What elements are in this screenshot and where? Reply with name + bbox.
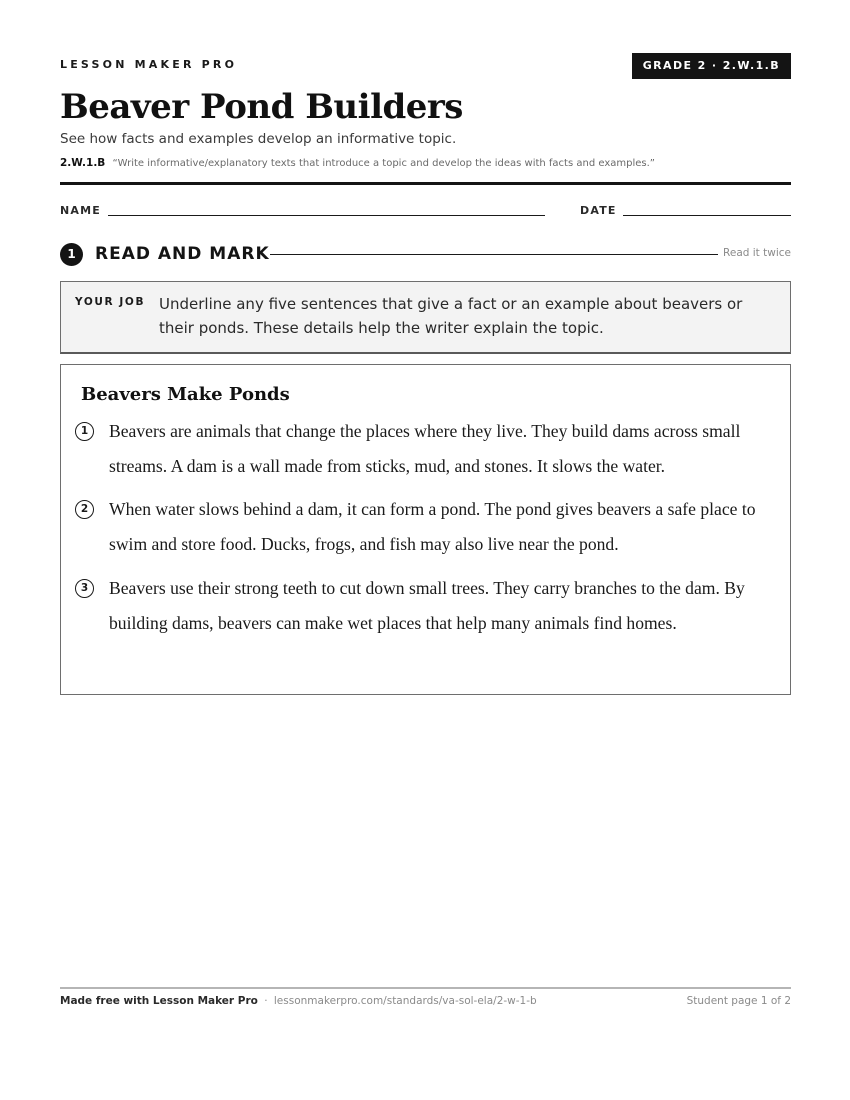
header-divider [60,182,791,185]
paragraph-number-badge: 3 [75,579,94,598]
standard-line [60,157,655,169]
paragraph-text[interactable]: When water slows behind a dam, it can form a pond. The pond gives beavers a safe place to swim and store food. Ducks, frogs, and fish may also live near the pond. [109,499,756,554]
grade-badge: GRADE 2 · 2.W.1.B [632,53,791,79]
paragraph-text[interactable]: Beavers are animals that change the places where they live. They build dams across small streams. A dam is a wall made from sticks, mud, and stones. It slows the water. [109,421,741,476]
section-number-badge: 1 [60,243,83,266]
footer-brand: Made free with Lesson Maker Pro [60,995,258,1007]
worksheet-page [60,0,791,1100]
page-indicator: Student page 1 of 2 [686,995,791,1007]
passage-title: Beavers Make Ponds [81,384,290,405]
name-field[interactable] [108,215,545,216]
paragraph-number-badge: 1 [75,422,94,441]
passage-box [60,364,791,695]
section-title: READ AND MARK [95,244,270,264]
standard-text: “Write informative/explanatory texts that introduce a topic and develop the ideas with facts and examples.” [112,158,655,169]
footer-divider [60,987,791,989]
footer-url[interactable]: lessonmakerpro.com/standards/va-sol-ela/2-w-1-b [273,995,537,1007]
page-subtitle: See how facts and examples develop an informative topic. [60,131,457,147]
paragraph-text[interactable]: Beavers use their strong teeth to cut down small trees. They carry branches to the dam. By building dams, beavers can make wet places that help many animals find homes. [109,578,745,633]
paragraph-number-badge: 2 [75,500,94,519]
brand-name: LESSON MAKER PRO [60,58,238,71]
footer-credit [60,995,537,1007]
footer-separator: · [264,995,268,1007]
standard-code: 2.W.1.B [60,157,106,169]
your-job-label: YOUR JOB [75,296,146,308]
your-job-instructions: Underline any five sentences that give a fact or an example about beavers or their ponds. These details help the writer explain the topic. [159,295,743,337]
name-label: NAME [60,204,101,217]
section-note: Read it twice [723,247,791,259]
your-job-box [60,281,791,354]
section-divider [270,254,718,255]
page-title: Beaver Pond Builders [60,87,463,127]
date-label: DATE [580,204,617,217]
date-field[interactable] [623,215,791,216]
